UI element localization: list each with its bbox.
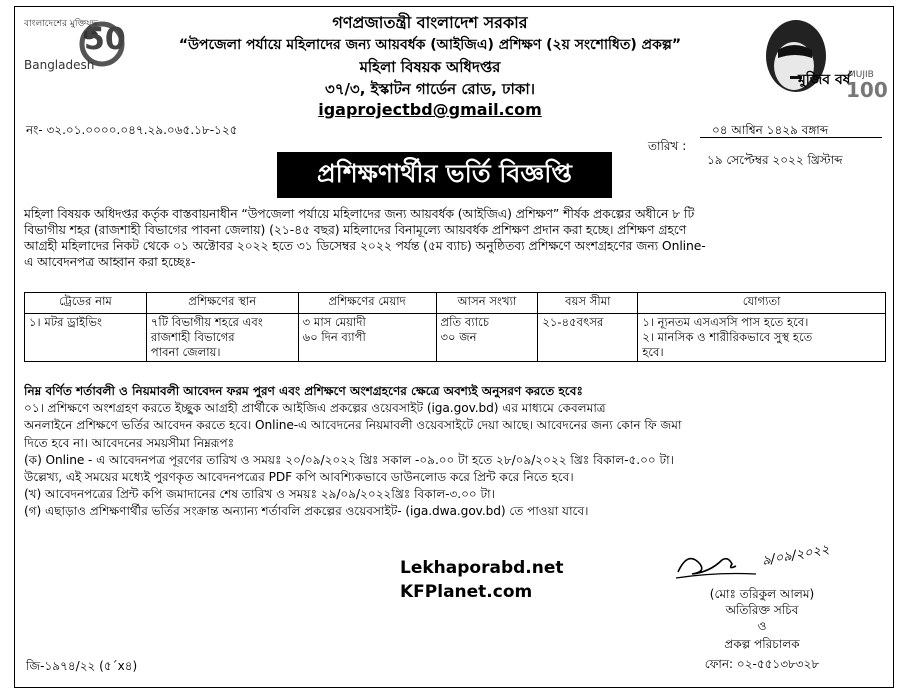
intro-line: বিভাগীয় শহর (রাজশাহী বিভাগের পাবনা জেলায়) (২১-৪৫ বছর) মহিলাদের বিনামূল্যে আয়বর্ধক প্রশিক্ষণ প্রদান করা হচ্ছে। প্রশিক্ষণ গ্রহণে [24,222,687,237]
logo-right-text: মুজিব বর্ষ [798,72,851,88]
cell-duration-line: ৩ মাস মেয়াদী [302,315,366,329]
watermark-site-1: Lekhaporabd.net [400,558,564,578]
memo-number: নং- ৩২.০১.০০০০.০৪৭.২৯.০৬৫.১৮-১২৫ [26,123,238,137]
cell-qual-line: ২। মানসিক ও শারীরিকভাবে সুস্থ হতে [642,330,813,344]
rules-heading: নিম্ন বর্ণিত শর্তাবলী ও নিয়মাবলী আবেদন ফরম পুরণ এবং প্রশিক্ষণে অংশগ্রহণের ক্ষেত্রে অবশ্যই অনুসরণ করতে হবেঃ [24,384,583,398]
cell-seats-line: ৩০ জন [440,330,477,344]
rule-line: (খ) আবেদনপত্রের প্রিন্ট কপি জমাদানের শেষ তারিখ ও সময়ঃ ২৯/০৯/২০২২খ্রিঃ বিকাল-৩.০০ টা। [24,487,495,502]
cell-qual-line: হবে। [642,345,664,359]
government-name: গণপ্রজাতন্ত্রী বাংলাদেশ সরকার [332,13,528,32]
signature-image [670,540,870,586]
logo-left-text: বাংলাদেশের মুক্তিযুদ্ধ [24,19,99,29]
rule-line: অনলাইনে প্রশিক্ষণে ভর্তির আবেদন করতে হবে। Online-এ আবেদনের নিয়মাবলী ওয়েবসাইটে দেয়া আছে। আবেদনের জন্য কোন ফি জমা [24,418,682,433]
footer-code: জি-১৯৭৪/২২ (৫´x৪) [26,659,138,673]
cell-qualification [638,314,886,362]
table-header-row [25,293,886,314]
rule-line: ০১। প্রশিক্ষণে অংশগ্রহণ করতে ইচ্ছুক আগ্রহী প্রার্থীকে আইজিএ প্রকল্পের ওয়েবসাইট (iga.gov.bd) এর মাধ্যমে কেবলমাত্র [24,401,606,416]
department-name: মহিলা বিষয়ক অধিদপ্তর [359,58,501,76]
date-divider [700,137,882,138]
date-bangla: ০৪ আশ্বিন ১৪২৯ বঙ্গাব্দ [712,123,829,137]
logo-right-mujib: MUJIB [848,70,874,80]
signatory-phone: ফোন: ০২-৫৫১৩৮৩২৮ [704,657,820,671]
rule-line: (ক) Online - এ আবেদনপত্র পূরণের তারিখ ও সময়ঃ ২০/০৯/২০২২ খ্রিঃ সকাল -০৯.০০ টা হতে ২৮/০৯/২০২২ খ্রিঃ বিকাল-৫.০০ টা। [24,452,674,467]
intro-paragraph [24,206,886,270]
office-address: ৩৭/৩, ইস্কাটন গার্ডেন রোড, ঢাকা। [324,80,536,98]
logo-left-country: Bangladesh [24,58,95,72]
date-english: ১৯ সেপ্টেম্বর ২০২২ খ্রিস্টাব্দ [707,153,843,167]
rules-section [24,383,886,521]
intro-line: মহিলা বিষয়ক অধিদপ্তর কর্তৃক বাস্তবায়নাধীন “উপজেলা পর্যায়ে মহিলাদের জন্য আয়বর্ধক (আইজিএ) প্রশিক্ষণ” শীর্ষক প্রকল্পের অধীনে ৮ টি [24,206,695,221]
cell-place-line: রাজশাহী বিভাগের [150,330,235,344]
cell-place-line: ৭টি বিভাগীয় শহরে এবং [150,315,263,329]
golden-jubilee-logo [24,14,128,86]
table-row [25,314,886,362]
mujib-year-logo [738,14,888,112]
notice-title-text: প্রশিক্ষণার্থীর ভর্তি বিজ্ঞপ্তি [317,158,572,188]
notice-title [277,152,612,198]
signatory-title-1: অতিরিক্ত সচিব [725,603,799,617]
intro-line: আগ্রহী মহিলাদের নিকট থেকে ০১ অক্টোবর ২০২২ হতে ৩১ ডিসেম্বর ২০২২ পর্যন্ত (৫ম ব্যাচ) অনুষ্ঠিতব্য প্রশিক্ষণে অংশগ্রহণের জন্য Online- [24,238,706,253]
col-age: বয়স সীমা [538,293,638,314]
signatory-title-2: প্রকল্প পরিচালক [724,637,800,651]
rule-line: উল্লেখ্য, এই সময়ের মধ্যেই পুরণকৃত আবেদনপত্রের PDF কপি আবশ্যিকভাবে ডাউনলোড করে প্রিন্ট করে নিতে হবে। [24,470,574,485]
col-trade: ট্রেডের নাম [25,293,147,314]
date-label: তারিখ : [648,139,687,153]
col-duration: প্রশিক্ষণের মেয়াদ [298,293,436,314]
cell-seats [436,314,538,362]
signatory-name: (মোঃ তরিকুল আলম) [709,587,815,601]
rule-line: (গ) এছাড়াও প্রশিক্ষণার্থীর ভর্তির সংক্রান্ত অন্যান্য শর্তাবলি প্রকল্পের ওয়েবসাইট- (iga.dwa.gov.bd) তে পাওয়া যাবে। [24,504,589,519]
project-name: “উপজেলা পর্যায়ে মহিলাদের জন্য আয়বর্ধক (আইজিএ) প্রশিক্ষণ (২য় সংশোধিত) প্রকল্প” [178,37,682,53]
signatory-and: ও [757,619,767,633]
logo-right-number: 100 [846,78,888,102]
cell-duration [298,314,436,362]
logo-left-number: 50 [84,22,126,57]
rule-line: দিতে হবে না। আবেদনের সময়সীমা নিম্নরূপঃ [24,435,235,450]
cell-place [146,314,298,362]
cell-age: ২১-৪৫বৎসর [538,314,638,362]
col-seats: আসন সংখ্যা [436,293,538,314]
training-table [24,292,886,362]
cell-qual-line: ১। ন্যূনতম এসএসসি পাস হতে হবে। [642,315,809,329]
project-email[interactable]: igaprojectbd@gmail.com [318,100,542,119]
cell-seats-line: প্রতি ব্যাচে [440,315,489,329]
intro-line: এ আবেদনপত্র আহ্বান করা হচ্ছেঃ- [24,254,196,269]
signature-date: ৯/০৯/২০২২ [761,542,831,569]
watermark-site-2: KFPlanet.com [400,582,533,602]
cell-duration-line: ৬০ দিন ব্যাপী [302,330,366,344]
cell-trade: ১। মটর ড্রাইভিং [25,314,147,362]
cell-place-line: পাবনা জেলায়। [150,345,221,359]
col-place: প্রশিক্ষণের স্থান [146,293,298,314]
col-qualification: যোগ্যতা [638,293,886,314]
